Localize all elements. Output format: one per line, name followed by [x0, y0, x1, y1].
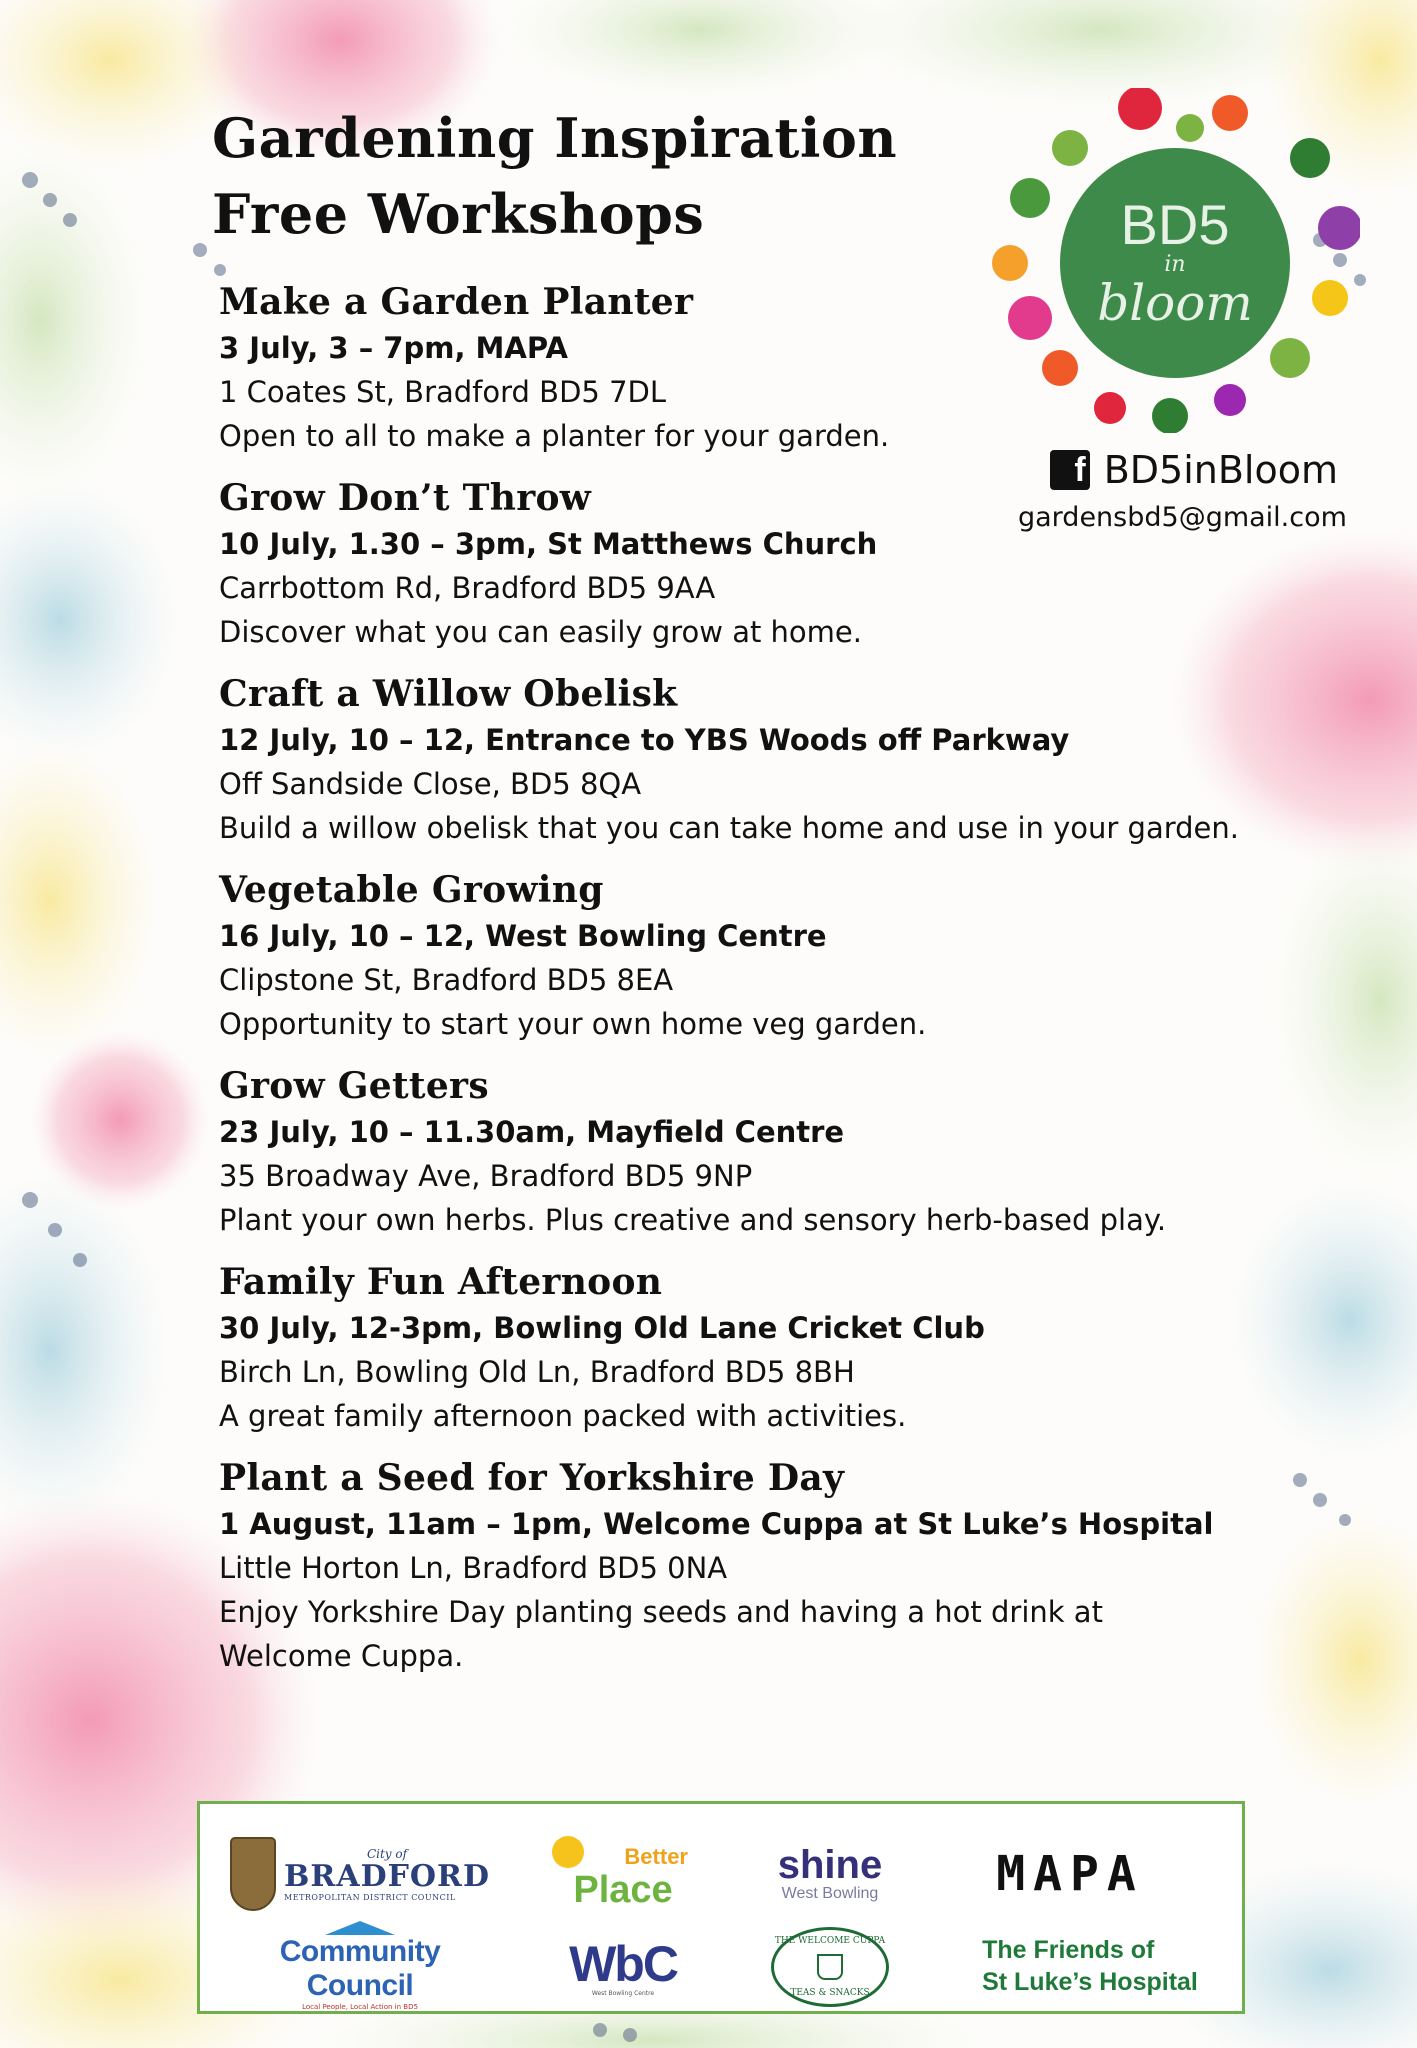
community-council-subtitle: Local People, Local Action in BD5 [302, 2003, 418, 2011]
bradford-council-logo [230, 1834, 490, 1914]
workshop-address: Little Horton Ln, Bradford BD5 0NA [219, 1551, 728, 1585]
workshop-description: Plant your own herbs. Plus creative and sensory herb-based play. [219, 1203, 1167, 1237]
workshop-title: Make a Garden Planter [219, 281, 694, 323]
workshop-item [219, 278, 1279, 458]
friends-line-2: St Luke’s Hospital [982, 1968, 1198, 1996]
welcome-cuppa-bottom: TEAS & SNACKS [790, 1988, 870, 1998]
cup-icon [817, 1954, 843, 1980]
title-line-1: Gardening Inspiration [212, 106, 898, 170]
workshop-address: Clipstone St, Bradford BD5 8EA [219, 963, 674, 997]
mapa-name: MAPA [996, 1846, 1144, 1902]
workshop-when: 3 July, 3 – 7pm, MAPA [219, 331, 568, 365]
workshop-when: 10 July, 1.30 – 3pm, St Matthews Church [219, 527, 878, 561]
wbc-logo [548, 1932, 698, 2002]
workshop-description: Opportunity to start your own home veg garden. [219, 1007, 927, 1041]
workshop-when: 23 July, 10 – 11.30am, Mayfield Centre [219, 1115, 845, 1149]
logo-bd5-text: BD5 [1120, 193, 1230, 256]
workshop-title: Grow Don’t Throw [219, 477, 592, 519]
workshop-description-cont: Welcome Cuppa. [219, 1639, 464, 1673]
logo-bloom-text: bloom [1097, 274, 1253, 332]
bradford-crest-icon [230, 1837, 276, 1911]
workshop-description: Build a willow obelisk that you can take home and use in your garden. [219, 811, 1239, 845]
workshop-item [219, 670, 1279, 850]
better-place-logo [548, 1832, 698, 1922]
wbc-subtitle: West Bowling Centre [591, 1989, 655, 1997]
workshop-description: Discover what you can easily grow at home. [219, 615, 862, 649]
workshop-item [219, 1454, 1279, 1678]
friends-of-st-lukes-logo [960, 1926, 1220, 2006]
house-roof-icon [325, 1921, 395, 1935]
workshop-description: A great family afternoon packed with activities. [219, 1399, 907, 1433]
bradford-subtitle: METROPOLITAN DISTRICT COUNCIL [284, 1892, 456, 1902]
workshop-when: 16 July, 10 – 12, West Bowling Centre [219, 919, 827, 953]
workshop-address: 1 Coates St, Bradford BD5 7DL [219, 375, 667, 409]
workshop-title: Family Fun Afternoon [219, 1261, 663, 1303]
wbc-name: WbC [569, 1935, 677, 1992]
facebook-handle: BD5inBloom [1103, 448, 1338, 492]
workshop-list [219, 278, 1279, 1694]
workshop-address: Carrbottom Rd, Bradford BD5 9AA [219, 571, 716, 605]
shine-name: shine [777, 1843, 883, 1887]
logo-in-text: in [1164, 252, 1186, 277]
page-title [212, 100, 897, 252]
bradford-city-of: City of [366, 1846, 408, 1861]
workshop-address: Off Sandside Close, BD5 8QA [219, 767, 642, 801]
workshop-item [219, 474, 1279, 654]
shine-logo [760, 1834, 900, 1914]
workshop-title: Vegetable Growing [219, 869, 604, 911]
welcome-cuppa-top: THE WELCOME CUPPA [774, 1936, 886, 1946]
workshop-title: Craft a Willow Obelisk [219, 673, 678, 715]
workshop-item [219, 1258, 1279, 1438]
shine-subtitle: West Bowling [781, 1885, 879, 1902]
welcome-cuppa-logo [760, 1922, 900, 2012]
sponsor-logos-box [197, 1801, 1245, 2014]
workshop-title: Plant a Seed for Yorkshire Day [219, 1457, 845, 1499]
mapa-logo [960, 1844, 1180, 1904]
welcome-cuppa-badge [771, 1927, 889, 2007]
workshop-when: 12 July, 10 – 12, Entrance to YBS Woods off Parkway [219, 723, 1070, 757]
workshop-address: 35 Broadway Ave, Bradford BD5 9NP [219, 1159, 753, 1193]
contact-email[interactable]: gardensbd5@gmail.com [1018, 502, 1347, 533]
workshop-description: Enjoy Yorkshire Day planting seeds and having a hot drink at [219, 1595, 1103, 1629]
workshop-when: 1 August, 11am – 1pm, Welcome Cuppa at St Luke’s Hospital [219, 1507, 1214, 1541]
friends-line-1: The Friends of [982, 1936, 1155, 1964]
workshop-address: Birch Ln, Bowling Old Ln, Bradford BD5 8BH [219, 1355, 855, 1389]
workshop-when: 30 July, 12-3pm, Bowling Old Lane Cricket Club [219, 1311, 985, 1345]
sun-icon [552, 1836, 584, 1868]
workshop-item [219, 1062, 1279, 1242]
community-council-logo [230, 1926, 490, 2011]
facebook-icon: f [1050, 450, 1090, 490]
workshop-title: Grow Getters [219, 1065, 489, 1107]
bradford-name: BRADFORD [284, 1858, 490, 1894]
community-council-name: Community Council [279, 1935, 441, 2002]
better-place-top: Better [624, 1844, 688, 1869]
title-line-2: Free Workshops [212, 182, 705, 246]
workshop-item [219, 866, 1279, 1046]
workshop-description: Open to all to make a planter for your garden. [219, 419, 890, 453]
better-place-bottom: Place [573, 1869, 673, 1911]
